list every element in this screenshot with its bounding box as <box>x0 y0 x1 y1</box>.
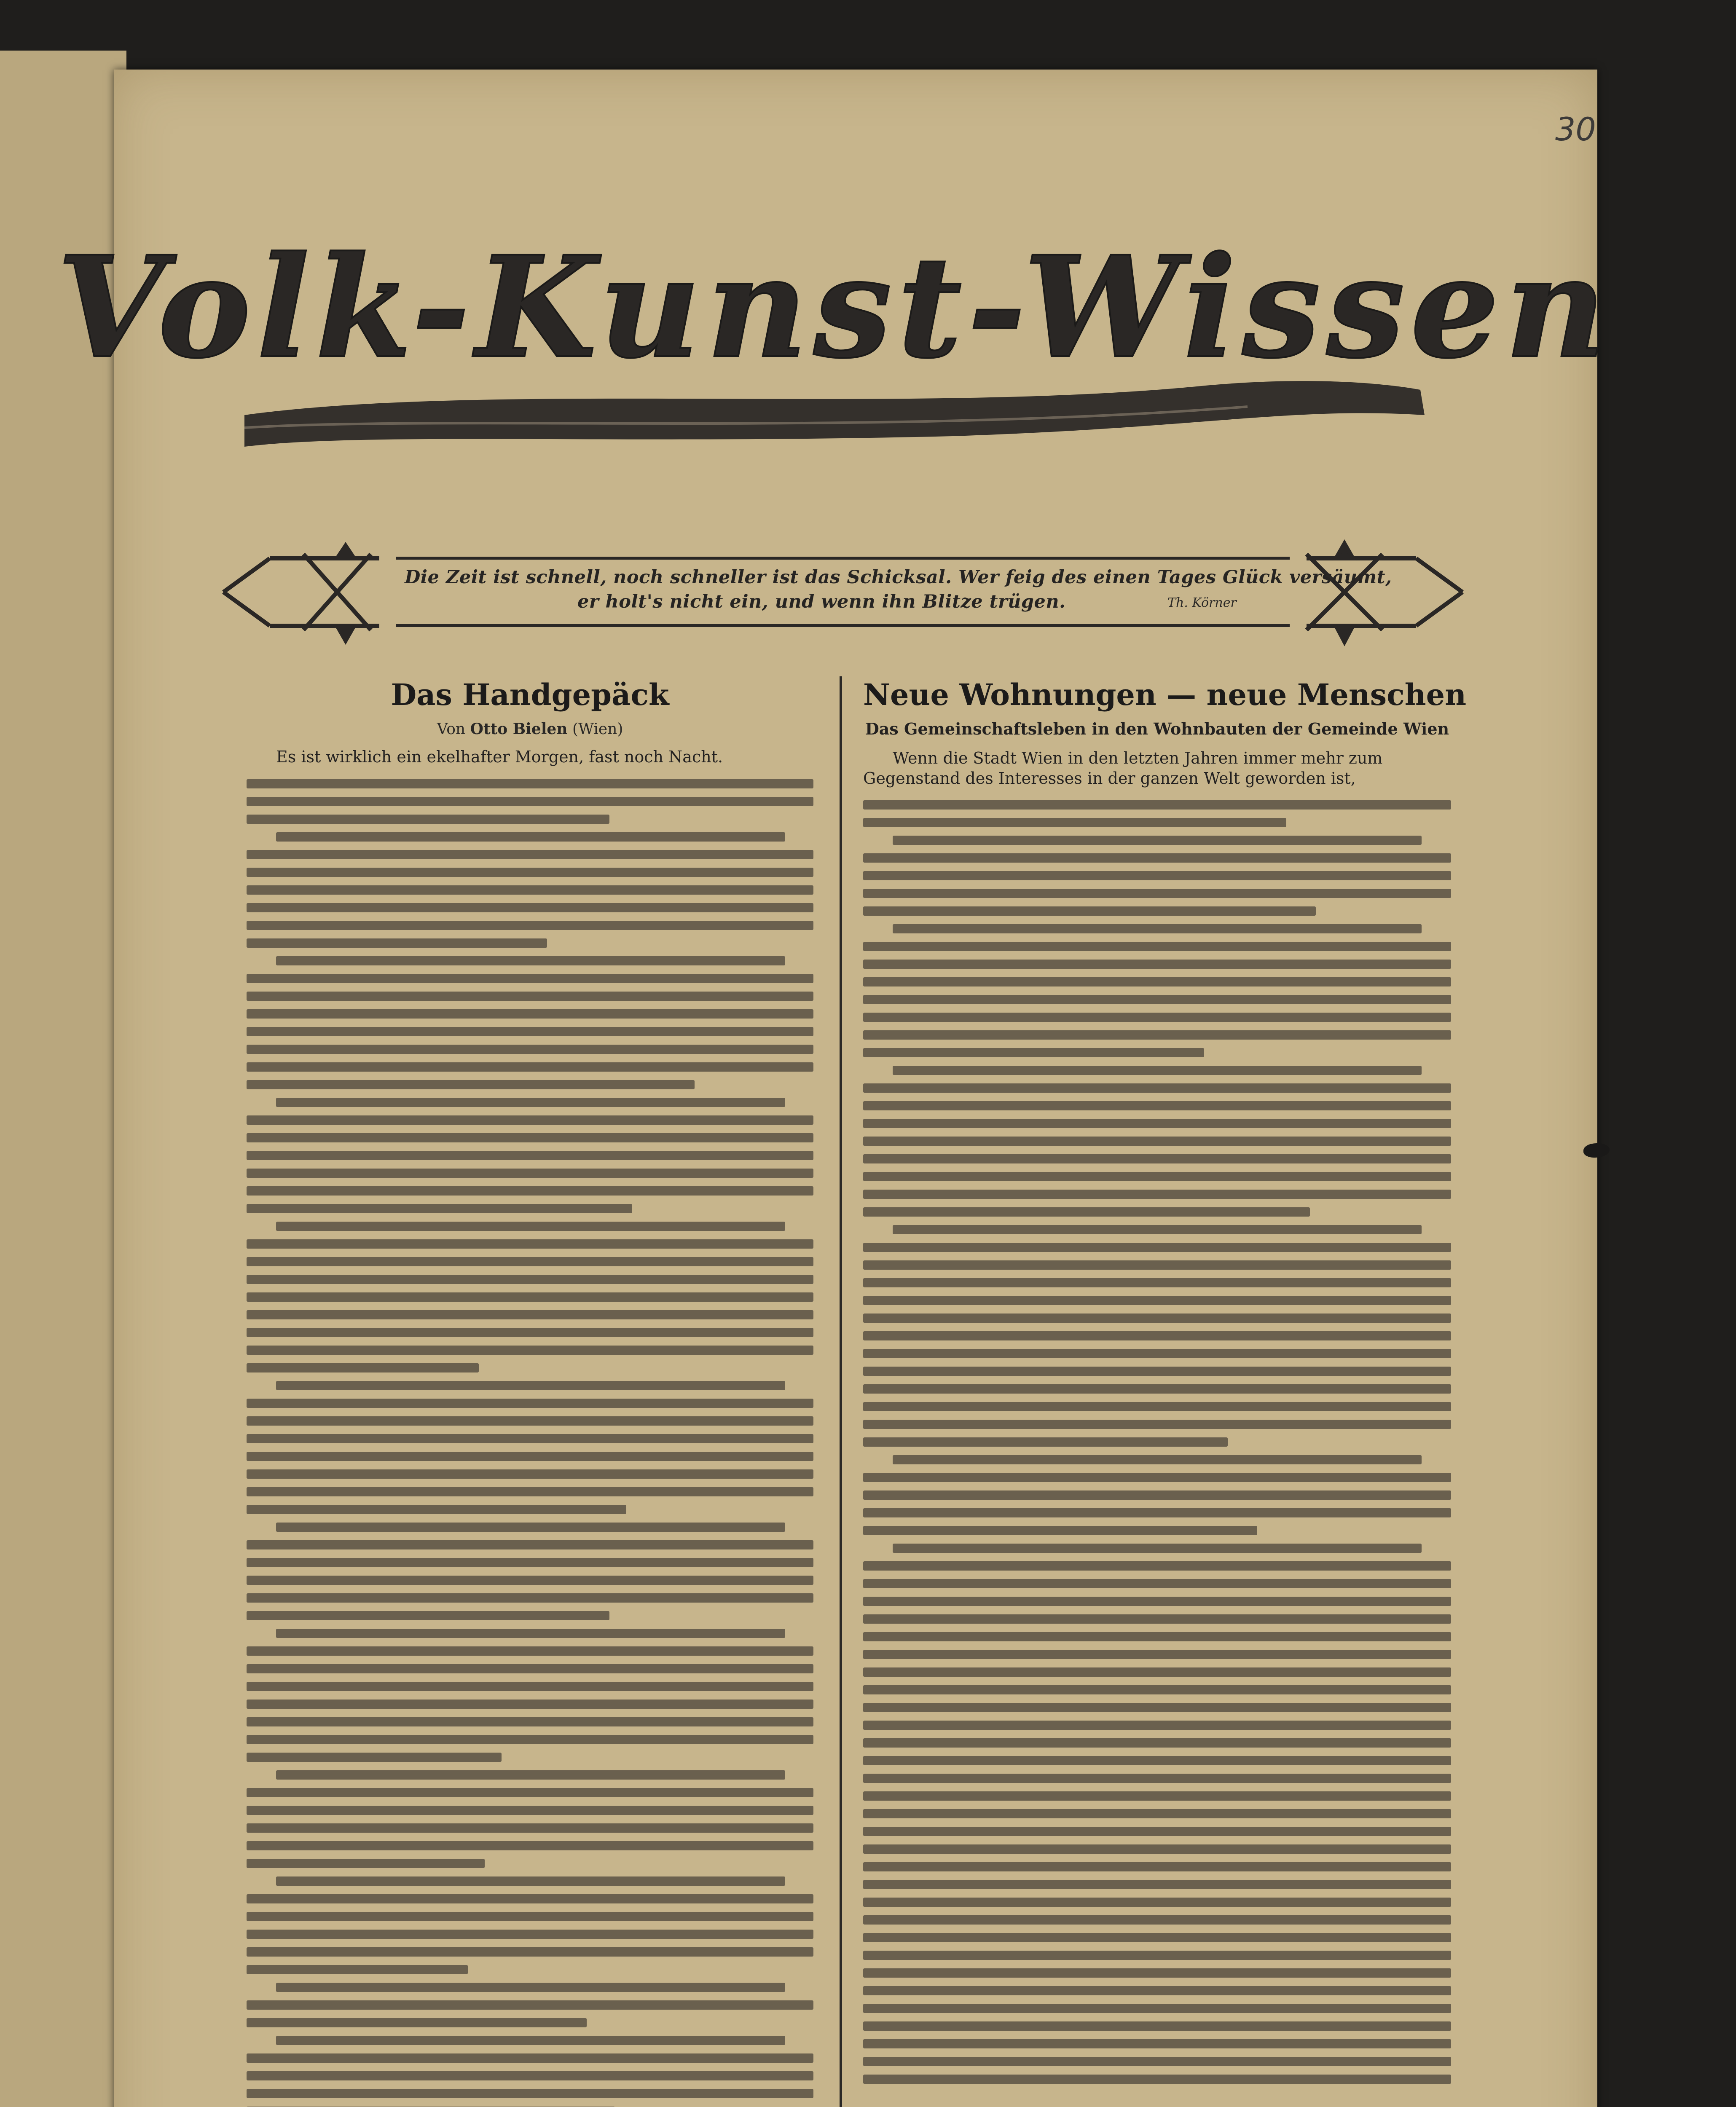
text-line-placeholder <box>863 1402 1451 1411</box>
text-line-placeholder <box>863 960 1451 969</box>
text-line-placeholder <box>247 1204 632 1213</box>
text-line-placeholder <box>276 1381 785 1390</box>
text-line-placeholder <box>247 1806 813 1815</box>
text-line-placeholder <box>247 1735 813 1744</box>
text-line-placeholder <box>863 2039 1451 2048</box>
article-left-opening: Es ist wirklich ein ekelhafter Morgen, fast noch Nacht. <box>276 748 723 766</box>
text-line-placeholder <box>247 850 813 859</box>
text-line-placeholder <box>863 1827 1451 1836</box>
column-divider <box>840 676 842 2107</box>
masthead-graphic <box>57 217 1612 453</box>
ink-blot <box>1583 1143 1610 1158</box>
masthead <box>57 217 1612 453</box>
text-line-placeholder <box>247 2053 813 2063</box>
page-number: 30 <box>1555 110 1596 148</box>
text-line-placeholder <box>247 1027 813 1036</box>
text-line-placeholder <box>863 1137 1451 1146</box>
text-line-placeholder <box>863 1172 1451 1181</box>
text-line-placeholder <box>863 1013 1451 1022</box>
text-line-placeholder <box>247 1487 813 1496</box>
text-line-placeholder <box>863 1862 1451 1871</box>
article-right-body <box>863 800 1451 2084</box>
text-line-placeholder <box>247 1416 813 1426</box>
text-line-placeholder <box>863 1260 1451 1270</box>
article-left-headline: Das Handgepäck <box>391 677 669 712</box>
article-right-headline: Neue Wohnungen — neue Menschen <box>863 677 1467 712</box>
text-line-placeholder <box>863 1614 1451 1624</box>
text-line-placeholder <box>863 1933 1451 1942</box>
text-line-placeholder <box>863 942 1451 951</box>
masthead-title: Volk-Kunst-Wissen <box>57 225 1612 389</box>
text-line-placeholder <box>863 1951 1451 1960</box>
text-line-placeholder <box>247 1045 813 1054</box>
text-line-placeholder <box>893 1225 1422 1234</box>
text-line-placeholder <box>247 1753 502 1762</box>
text-line-placeholder <box>276 1222 785 1231</box>
text-line-placeholder <box>863 853 1451 863</box>
text-line-placeholder <box>247 1009 813 1019</box>
byline-suffix: (Wien) <box>572 721 623 738</box>
text-line-placeholder <box>247 1930 813 1939</box>
text-line-placeholder <box>276 956 785 965</box>
text-line-placeholder <box>247 2000 813 2010</box>
text-line-placeholder <box>247 1611 609 1620</box>
text-line-placeholder <box>247 2089 813 2098</box>
text-line-placeholder <box>247 1859 485 1868</box>
text-line-placeholder <box>863 1597 1451 1606</box>
text-line-placeholder <box>247 1593 813 1603</box>
text-line-placeholder <box>863 1738 1451 1748</box>
text-line-placeholder <box>863 1650 1451 1659</box>
text-line-placeholder <box>863 1030 1451 1040</box>
text-line-placeholder <box>247 868 813 877</box>
text-line-placeholder <box>247 1292 813 1302</box>
text-line-placeholder <box>863 1791 1451 1801</box>
text-line-placeholder <box>893 1544 1422 1553</box>
text-line-placeholder <box>276 2036 785 2045</box>
text-line-placeholder <box>247 1062 813 1072</box>
text-line-placeholder <box>247 1965 468 1974</box>
text-line-placeholder <box>247 974 813 983</box>
text-line-placeholder <box>247 1788 813 1797</box>
text-line-placeholder <box>863 1986 1451 1995</box>
text-line-placeholder <box>276 1876 785 1886</box>
text-line-placeholder <box>863 1579 1451 1588</box>
text-line-placeholder <box>863 1526 1257 1535</box>
text-line-placeholder <box>247 1682 813 1691</box>
article-left-body <box>247 779 813 2107</box>
text-line-placeholder <box>863 1915 1451 1925</box>
text-line-placeholder <box>863 1667 1451 1677</box>
text-line-placeholder <box>247 1346 813 1355</box>
text-line-placeholder <box>863 800 1451 810</box>
motto-line-1: Die Zeit ist schnell, noch schneller ist das Schicksal. Wer feig des einen Tages Glück versäumt, <box>405 567 1392 588</box>
text-line-placeholder <box>247 1664 813 1673</box>
text-line-placeholder <box>247 903 813 912</box>
text-line-placeholder <box>863 1632 1451 1641</box>
text-line-placeholder <box>863 1190 1451 1199</box>
text-line-placeholder <box>863 1384 1451 1394</box>
text-line-placeholder <box>863 977 1451 986</box>
text-line-placeholder <box>893 1455 1422 1464</box>
text-line-placeholder <box>247 1399 813 1408</box>
text-line-placeholder <box>247 1646 813 1656</box>
text-line-placeholder <box>247 1717 813 1726</box>
text-line-placeholder <box>863 1331 1451 1340</box>
article-left-byline <box>247 720 813 738</box>
text-line-placeholder <box>247 1576 813 1585</box>
article-right-opening: Wenn die Stadt Wien in den letzten Jahren immer mehr zum Gegenstand des Interesses in der ganzen Welt geworden ist, <box>863 749 1383 788</box>
left-ornament <box>223 546 379 641</box>
text-line-placeholder <box>863 1296 1451 1305</box>
text-line-placeholder <box>863 1437 1228 1447</box>
motto-author: Th. Körner <box>1167 595 1237 610</box>
text-line-placeholder <box>893 836 1422 845</box>
text-line-placeholder <box>863 1880 1451 1889</box>
text-line-placeholder <box>247 885 813 895</box>
text-line-placeholder <box>247 797 813 806</box>
text-line-placeholder <box>247 815 609 824</box>
text-line-placeholder <box>863 1278 1451 1287</box>
text-line-placeholder <box>247 1133 813 1142</box>
text-line-placeholder <box>247 2071 813 2080</box>
text-line-placeholder <box>863 1207 1310 1217</box>
article-left <box>247 678 813 2107</box>
text-line-placeholder <box>863 906 1316 916</box>
text-line-placeholder <box>863 871 1451 880</box>
text-line-placeholder <box>247 2018 587 2027</box>
text-line-placeholder <box>276 832 785 842</box>
text-line-placeholder <box>247 1894 813 1903</box>
text-line-placeholder <box>863 818 1286 827</box>
text-line-placeholder <box>276 1098 785 1107</box>
text-line-placeholder <box>247 1363 479 1372</box>
text-line-placeholder <box>247 1115 813 1125</box>
text-line-placeholder <box>863 1314 1451 1323</box>
text-line-placeholder <box>247 1700 813 1709</box>
text-line-placeholder <box>863 1968 1451 1978</box>
text-line-placeholder <box>863 1685 1451 1694</box>
text-line-placeholder <box>863 1243 1451 1252</box>
text-line-placeholder <box>863 2021 1451 2031</box>
text-line-placeholder <box>863 1349 1451 1358</box>
text-line-placeholder <box>247 1540 813 1549</box>
text-line-placeholder <box>863 1809 1451 1818</box>
text-line-placeholder <box>247 1452 813 1461</box>
text-line-placeholder <box>247 1151 813 1160</box>
masthead-ribbon <box>244 381 1425 447</box>
motto-rule-bottom <box>396 624 1290 627</box>
text-line-placeholder <box>276 1523 785 1532</box>
text-line-placeholder <box>863 1508 1451 1517</box>
text-line-placeholder <box>247 1257 813 1266</box>
text-line-placeholder <box>863 1154 1451 1163</box>
text-line-placeholder <box>247 1558 813 1567</box>
text-line-placeholder <box>863 1756 1451 1765</box>
byline-author: Otto Bielen <box>470 720 568 738</box>
text-line-placeholder <box>247 1080 695 1089</box>
text-line-placeholder <box>247 921 813 930</box>
text-line-placeholder <box>247 1823 813 1833</box>
text-line-placeholder <box>247 1505 626 1514</box>
text-line-placeholder <box>247 1912 813 1921</box>
text-line-placeholder <box>893 1066 1422 1075</box>
text-line-placeholder <box>247 1186 813 1196</box>
text-line-placeholder <box>863 1367 1451 1376</box>
text-line-placeholder <box>247 779 813 788</box>
text-line-placeholder <box>863 2057 1451 2066</box>
motto-band <box>219 541 1467 643</box>
article-right-dek: Das Gemeinschaftsleben in den Wohnbauten der Gemeinde Wien <box>865 719 1449 738</box>
text-line-placeholder <box>863 1083 1451 1093</box>
text-line-placeholder <box>863 995 1451 1004</box>
motto-rule-top <box>396 557 1290 560</box>
text-line-placeholder <box>863 1844 1451 1854</box>
text-line-placeholder <box>863 1561 1451 1571</box>
text-line-placeholder <box>863 2075 1451 2084</box>
motto-line-2: er holt's nicht ein, und wenn ihn Blitze trügen. <box>577 591 1066 612</box>
text-line-placeholder <box>276 1629 785 1638</box>
right-ornament <box>1307 544 1462 642</box>
text-line-placeholder <box>247 1434 813 1443</box>
text-line-placeholder <box>276 1770 785 1780</box>
text-line-placeholder <box>893 924 1422 933</box>
text-line-placeholder <box>247 938 547 948</box>
text-line-placeholder <box>863 1473 1451 1482</box>
text-line-placeholder <box>863 1490 1451 1500</box>
text-line-placeholder <box>247 1947 813 1957</box>
text-line-placeholder <box>247 1310 813 1319</box>
text-line-placeholder <box>247 1469 813 1479</box>
text-line-placeholder <box>863 1703 1451 1712</box>
text-line-placeholder <box>863 889 1451 898</box>
text-line-placeholder <box>863 1101 1451 1110</box>
article-right <box>863 677 1467 2092</box>
text-line-placeholder <box>863 1898 1451 1907</box>
text-line-placeholder <box>247 1239 813 1249</box>
byline-prefix: Von <box>437 721 466 738</box>
text-line-placeholder <box>863 1774 1451 1783</box>
text-line-placeholder <box>247 1275 813 1284</box>
text-line-placeholder <box>863 1420 1451 1429</box>
text-line-placeholder <box>247 1841 813 1850</box>
text-line-placeholder <box>247 992 813 1001</box>
text-line-placeholder <box>863 1721 1451 1730</box>
text-line-placeholder <box>247 1328 813 1337</box>
text-line-placeholder <box>863 2004 1451 2013</box>
text-line-placeholder <box>247 1169 813 1178</box>
text-line-placeholder <box>276 1983 785 1992</box>
text-line-placeholder <box>863 1119 1451 1128</box>
text-line-placeholder <box>863 1048 1204 1057</box>
